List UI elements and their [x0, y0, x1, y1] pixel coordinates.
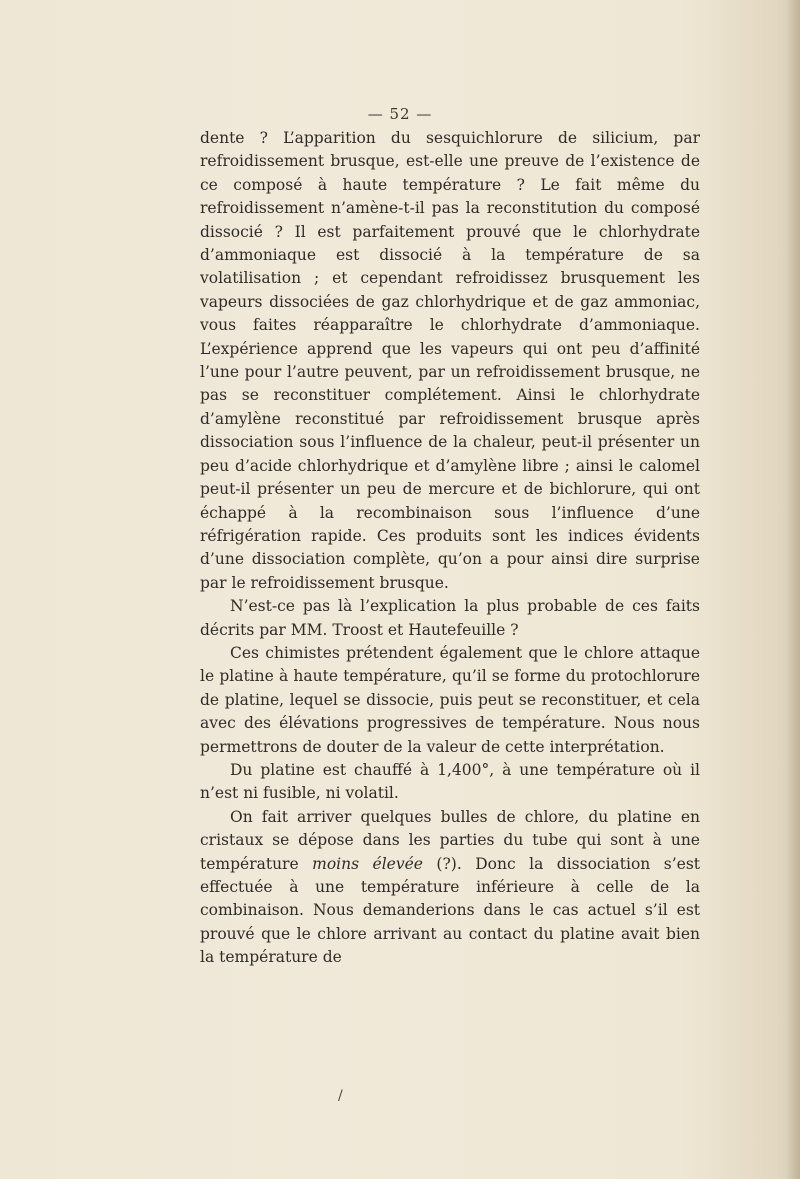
text-segment: N’est-ce pas là l’explication la plus probable de ces faits décrits par MM. Troost et Hautefeuille ?	[200, 597, 700, 639]
text-segment: Du platine est chauffé à 1,400°, à une température où il n’est ni fusible, ni volatil.	[200, 760, 700, 803]
paragraph	[200, 806, 700, 970]
page-edge-shadow	[786, 0, 800, 1179]
text-segment: Ces chimistes prétendent également que le chlore attaque le platine à haute température, qu’il se forme du protochlorure de platine, lequel se dissocie, puis peut se reconstituer, et cela avec des élévations progressives de température. Nous nous permettrons de douter de la valeur de cette interprétation.	[200, 643, 700, 756]
body-text	[200, 127, 700, 970]
stray-ink-mark: /	[338, 1088, 343, 1104]
paragraph	[200, 595, 700, 642]
italic-text-segment: moins élevée	[312, 854, 423, 873]
text-segment: dente ? L’apparition du sesquichlorure de silicium, par refroidissement brusque, est-elle une preuve de l’existence de ce composé à haute température ? Le fait même du refroidissement n’amène-t-il pas la reconstitution du composé dissocié ? Il est parfaitement prouvé que le chlorhydrate d’ammoniaque est dissocié à la température de sa volatilisation ; et cependant refroidissez brusquement les vapeurs dissociées de gaz chlorhydrique et de gaz ammoniac, vous faites réapparaître le chlorhydrate d’ammoniaque. L’expérience apprend que les vapeurs qui ont peu d’affinité l’une pour l’autre peuvent, par un refroidissement brusque, ne pas se reconstituer complétement. Ainsi le chlorhydrate d’amylène reconstitué par refroidissement brusque après dissociation sous l’influence de la chaleur, peut-il présenter un peu d’acide chlorhydrique et d’amylène libre ; ainsi le calomel peut-il présenter un peu de mercure et de bichlorure, qui ont échappé à la recombinaison sous l’influence d’une réfrigération rapide. Ces produits sont les indices évidents d’une dissociation complète, qu’on a pour ainsi dire surprise par le refroidissement brusque.	[200, 129, 700, 592]
text-segment: (?). Donc la dissociation s’est effectuée à une température inférieure à celle de la combinaison. Nous demanderions dans le cas actuel s’il est prouvé que le chlore arrivant au contact du platine avait bien la température de	[200, 854, 700, 967]
text-segment: On fait arriver quelques bulles de chlore, du platine en cristaux se dépose dans les parties du tube qui sont à une température	[200, 807, 700, 873]
paragraph	[200, 642, 700, 759]
page-number: — 52 —	[367, 105, 433, 123]
paragraph	[200, 127, 700, 595]
paragraph	[200, 759, 700, 806]
